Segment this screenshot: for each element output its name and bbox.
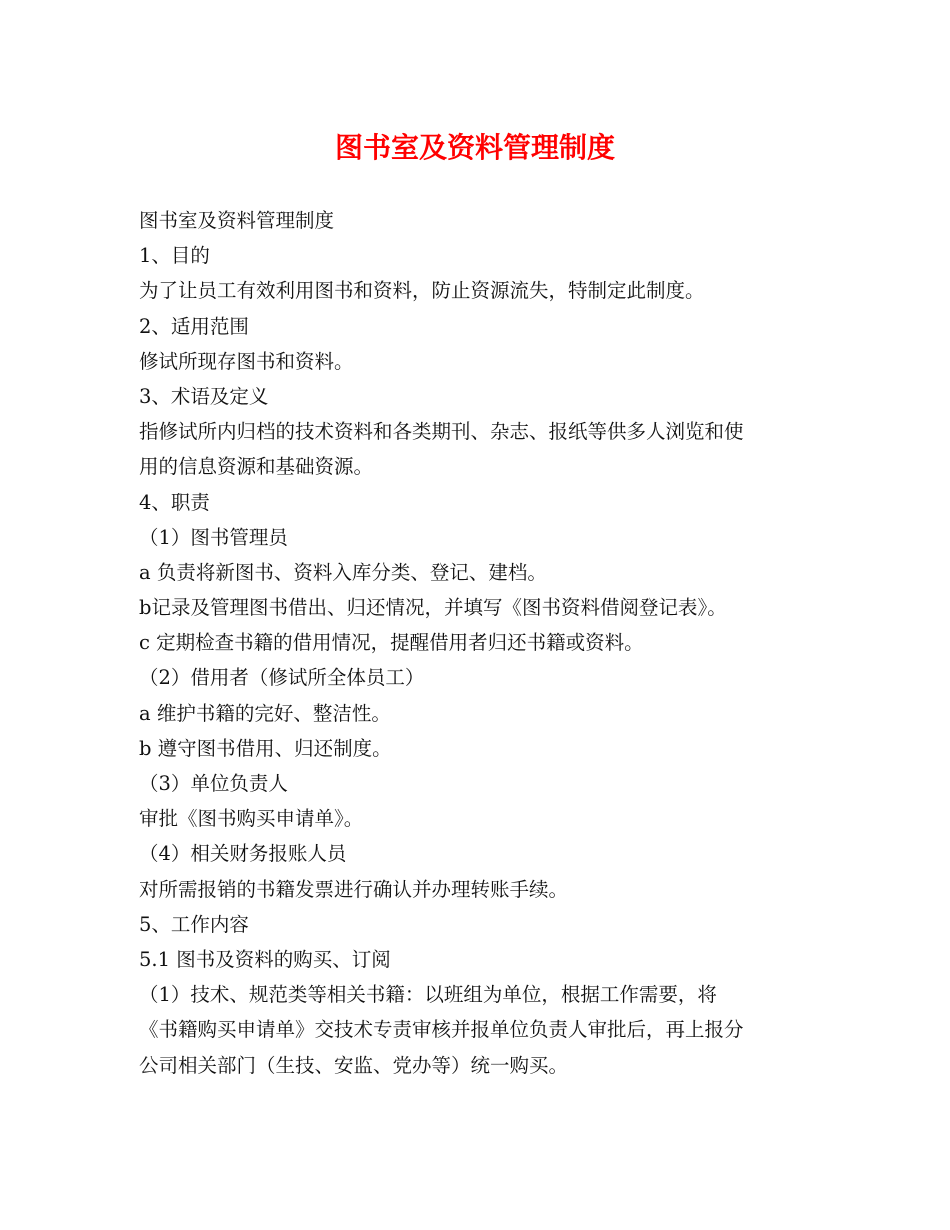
body-line: 为了让员工有效利用图书和资料，防止资源流失，特制定此制度。 xyxy=(139,279,705,303)
body-line: 用的信息资源和基础资源。 xyxy=(139,455,374,479)
document-body xyxy=(139,203,829,1083)
subsection-heading: 5.1 图书及资料的购买、订阅 xyxy=(139,947,391,971)
body-line: b 遵守图书借用、归还制度。 xyxy=(139,736,392,760)
subsection-heading: （3）单位负责人 xyxy=(139,772,288,795)
body-line: a 维护书籍的完好、整洁性。 xyxy=(139,701,391,725)
subsection-heading: （4）相关财务报账人员 xyxy=(139,842,347,866)
body-line: 公司相关部门（生技、安监、党办等）统一购买。 xyxy=(139,1053,569,1077)
subsection-heading: （1）图书管理员 xyxy=(139,525,288,549)
body-line: 指修试所内归档的技术资料和各类期刊、杂志、报纸等供多人浏览和使 xyxy=(139,420,744,444)
body-line: c 定期检查书籍的借用情况，提醒借用者归还书籍或资料。 xyxy=(139,631,644,655)
section-heading: 1、目的 xyxy=(139,244,210,268)
body-line: 图书室及资料管理制度 xyxy=(139,209,335,232)
subsection-heading: （2）借用者（修试所全体员工） xyxy=(139,666,425,690)
body-line: 对所需报销的书籍发票进行确认并办理转账手续。 xyxy=(139,877,569,901)
body-line: 审批《图书购买申请单》。 xyxy=(139,807,364,831)
section-heading: 4、职责 xyxy=(139,490,210,514)
section-heading: 2、适用范围 xyxy=(139,314,249,338)
document-title: 图书室及资料管理制度 xyxy=(334,131,615,164)
body-line: b记录及管理图书借出、归还情况，并填写《图书资料借阅登记表》。 xyxy=(139,596,727,620)
section-heading: 5、工作内容 xyxy=(139,912,249,936)
body-line: （1）技术、规范类等相关书籍：以班组为单位，根据工作需要，将 xyxy=(139,983,717,1007)
body-line: 修试所现存图书和资料。 xyxy=(139,349,354,373)
body-line: a 负责将新图书、资料入库分类、登记、建档。 xyxy=(139,560,547,584)
section-heading: 3、术语及定义 xyxy=(139,384,269,408)
body-line: 《书籍购买申请单》交技术专责审核并报单位负责人审批后，再上报分 xyxy=(139,1018,744,1042)
